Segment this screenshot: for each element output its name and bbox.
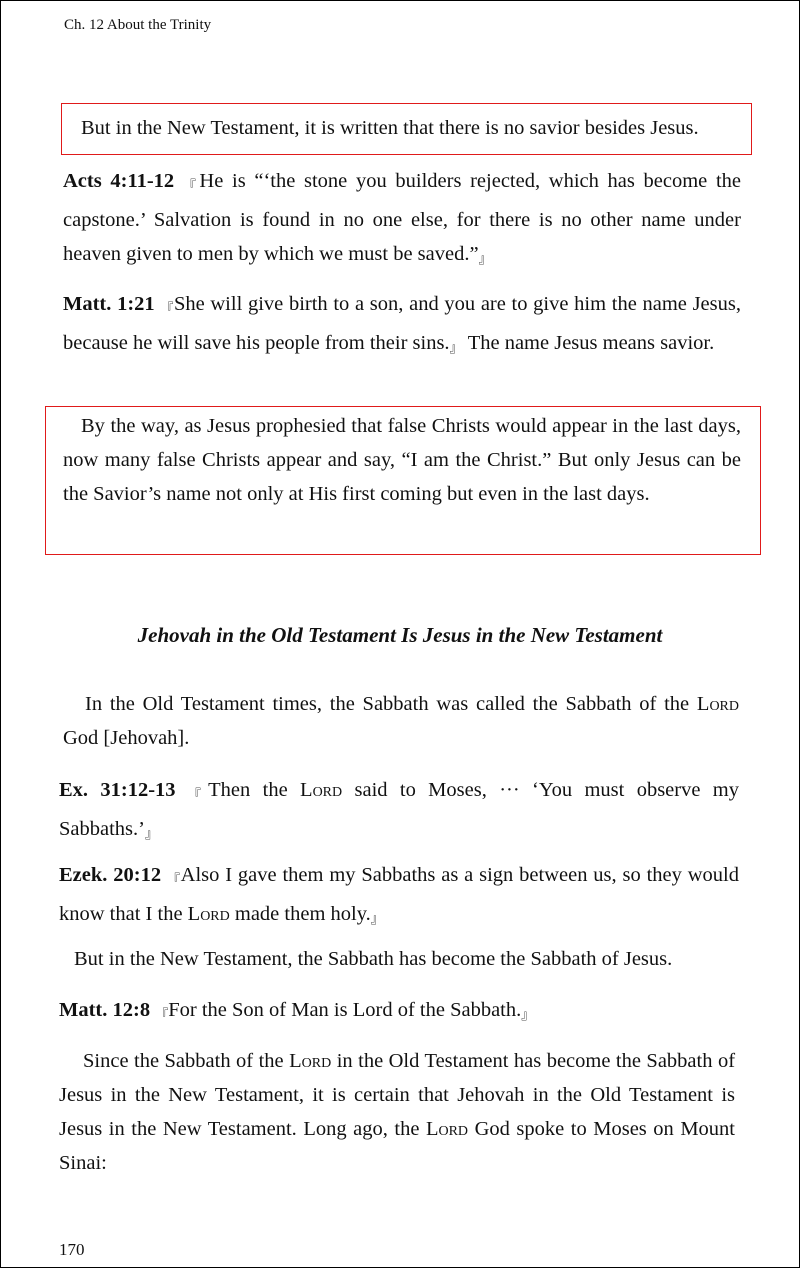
verse-acts: Acts 4:11-12 『He is “‘the stone you builders rejected, which has become the capstone.’ Salvation is found in no one else, for there is no other name under heaven given to men by which we must be saved.”』: [63, 170, 742, 266]
paragraph-sabbath-new: But in the New Testament, the Sabbath has become the Sabbath of Jesus.: [74, 948, 673, 970]
verse-ref: Matt. 1:21: [63, 293, 155, 315]
verse-matt-1-21: Matt. 1:21 『She will give birth to a son, and you are to give him the name Jesus, because he will save his people from their sins.』 The name Jesus means savior.: [63, 293, 741, 355]
verse-ref: Matt. 12:8: [59, 999, 151, 1021]
verse-exodus: Ex. 31:12-13 『Then the Lord said to Moses, ··· ‘You must observe my Sabbaths.’』: [59, 779, 739, 841]
verse-matt-12-8: Matt. 12:8 『For the Son of Man is Lord of the Sabbath.』: [59, 999, 535, 1022]
open-quote: 『: [166, 872, 181, 887]
paragraph-conclusion: Since the Sabbath of the Lord in the Old Testament has become the Sabbath of Jesus in the New Testament, it is certain that Jehovah in the Old Testament is Jesus in the New Testament. Long ago, the Lord God spoke to Moses on Mount Sinai:: [59, 1050, 736, 1174]
paragraph-false-christs: By the way, as Jesus prophesied that false Christs would appear in the last days, now many false Christs appear and say, “I am the Christ.” But only Jesus can be the Savior’s name not only at His first coming but even in the last days.: [63, 415, 741, 505]
chapter-header: Ch. 12 About the Trinity: [64, 17, 212, 33]
close-quote: 』: [521, 1007, 535, 1022]
close-quote: 』: [449, 340, 463, 355]
close-quote: 』: [478, 251, 492, 266]
verse-ezekiel: Ezek. 20:12 『Also I gave them my Sabbaths as a sign between us, so they would know that I the Lord made them holy.』: [59, 864, 739, 926]
open-quote: 『: [187, 787, 209, 802]
verse-ref: Ezek. 20:12: [59, 864, 162, 886]
open-quote: 『: [155, 1007, 169, 1022]
verse-ref: Acts 4:11-12: [63, 170, 175, 192]
paragraph-no-savior: But in the New Testament, it is written that there is no savior besides Jesus.: [81, 117, 699, 139]
close-quote: 』: [370, 911, 384, 926]
verse-ref: Ex. 31:12-13: [59, 779, 176, 801]
close-quote: 』: [144, 826, 158, 841]
paragraph-sabbath-old: In the Old Testament times, the Sabbath was called the Sabbath of the Lord God [Jehovah].: [63, 693, 740, 749]
page-number: 170: [59, 1240, 85, 1259]
open-quote: 『: [182, 178, 200, 193]
section-heading: Jehovah in the Old Testament Is Jesus in the New Testament: [137, 623, 663, 647]
open-quote: 『: [160, 301, 174, 316]
